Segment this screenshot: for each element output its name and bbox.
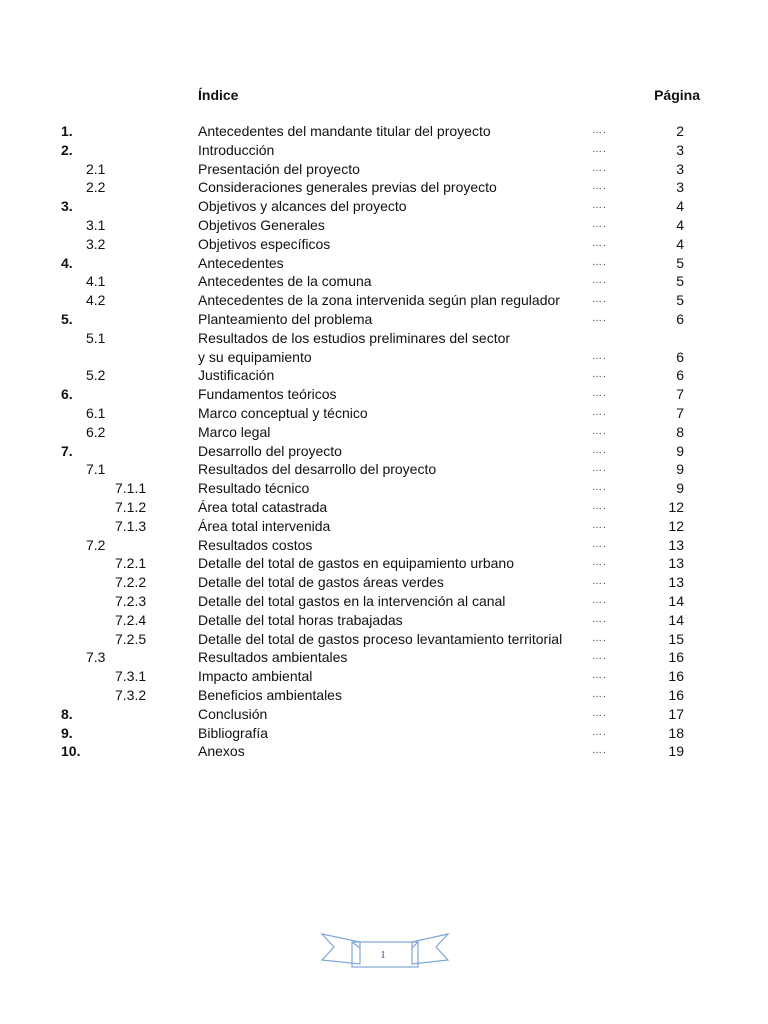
toc-entry bbox=[0, 310, 768, 329]
toc-entry-number: 6. bbox=[61, 386, 73, 403]
toc-entry-title: Detalle del total gastos en la intervención al canal bbox=[198, 592, 506, 609]
toc-leader-dots: …. bbox=[592, 256, 607, 268]
toc-entry-title: Resultados de los estudios preliminares del sector bbox=[198, 329, 511, 346]
toc-entry bbox=[0, 348, 768, 367]
toc-entry-number: 6.2 bbox=[86, 423, 106, 440]
toc-entry-title: Conclusión bbox=[198, 705, 268, 722]
toc-leader-dots: …. bbox=[592, 312, 607, 324]
toc-entry-title: Marco legal bbox=[198, 423, 271, 440]
toc-entry bbox=[0, 742, 768, 761]
toc-entry bbox=[0, 291, 768, 310]
toc-entry-number: 7.2.1 bbox=[115, 555, 147, 572]
toc-leader-dots: …. bbox=[592, 181, 607, 193]
toc-entry-number: 1. bbox=[61, 123, 73, 139]
toc-entry-number: 3.2 bbox=[86, 235, 106, 252]
toc-entry-title: Antecedentes de la comuna bbox=[198, 273, 372, 290]
toc-leader-dots: …. bbox=[592, 444, 607, 456]
toc-entry-title: Bibliografía bbox=[198, 724, 269, 741]
toc-leader-dots: …. bbox=[592, 162, 607, 174]
toc-leader-dots: …. bbox=[592, 388, 607, 400]
toc-entry-title: Consideraciones generales previas del proyecto bbox=[198, 179, 497, 196]
toc-entry-page: 9 bbox=[676, 442, 684, 459]
toc-entry bbox=[0, 178, 768, 197]
toc-entry-title: Resultados ambientales bbox=[198, 649, 348, 666]
toc-leader-dots: …. bbox=[592, 406, 607, 418]
toc-leader-dots: …. bbox=[592, 726, 607, 738]
toc-entry-title: Detalle del total de gastos en equipamiento urbano bbox=[198, 555, 514, 572]
toc-entry-title: Área total catastrada bbox=[198, 498, 328, 515]
toc-entry-title: Marco conceptual y técnico bbox=[198, 404, 368, 421]
toc-entry-page: 12 bbox=[668, 517, 684, 534]
toc-entry bbox=[0, 272, 768, 291]
toc-entry bbox=[0, 536, 768, 555]
toc-entry-title: Antecedentes bbox=[198, 254, 284, 271]
toc-entry bbox=[0, 648, 768, 667]
toc-entry bbox=[0, 442, 768, 461]
toc-entry-page: 9 bbox=[676, 461, 684, 478]
toc-leader-dots: …. bbox=[592, 237, 607, 249]
toc-entry-title: Área total intervenida bbox=[198, 517, 331, 534]
toc-entry-page: 12 bbox=[668, 498, 684, 515]
toc-entry bbox=[0, 235, 768, 254]
toc-entry-title: y su equipamiento bbox=[198, 348, 312, 365]
toc-entry bbox=[0, 385, 768, 404]
toc-entry-number: 6.1 bbox=[86, 404, 106, 421]
toc-entry-number: 4.1 bbox=[86, 273, 106, 290]
toc-entry-title: Resultados del desarrollo del proyecto bbox=[198, 461, 437, 478]
toc-entry-title: Antecedentes de la zona intervenida según plan regulador bbox=[198, 292, 560, 309]
toc-entry-page: 8 bbox=[676, 423, 684, 440]
toc-entry bbox=[0, 724, 768, 743]
toc-entry bbox=[0, 705, 768, 724]
toc-entry-number: 2.1 bbox=[86, 160, 106, 177]
toc-entry bbox=[0, 573, 768, 592]
toc-entry bbox=[0, 460, 768, 479]
toc-entry-number: 5.1 bbox=[86, 329, 106, 346]
toc-leader-dots: …. bbox=[592, 576, 607, 588]
toc-entry-title: Resultado técnico bbox=[198, 480, 310, 497]
toc-leader-dots: …. bbox=[592, 350, 607, 362]
toc-entry-page: 5 bbox=[676, 254, 684, 271]
toc-entry-page: 4 bbox=[676, 216, 684, 233]
toc-entry bbox=[0, 423, 768, 442]
toc-entry-number: 7.1 bbox=[86, 461, 106, 478]
toc-entry-title: Beneficios ambientales bbox=[198, 686, 342, 703]
page-column-heading: Página bbox=[654, 87, 700, 103]
toc-entry-number: 5. bbox=[61, 310, 73, 327]
toc-entry-page: 17 bbox=[668, 705, 684, 722]
toc-entry-number: 3. bbox=[61, 198, 73, 215]
toc-leader-dots: …. bbox=[592, 745, 607, 757]
toc-entry bbox=[0, 686, 768, 705]
toc-entry-page: 16 bbox=[668, 649, 684, 666]
toc-entry-number: 7.3 bbox=[86, 649, 106, 666]
toc-entry bbox=[0, 667, 768, 686]
toc-entry bbox=[0, 216, 768, 235]
toc-entry bbox=[0, 141, 768, 160]
toc-entry bbox=[0, 611, 768, 630]
toc-entry-title: Objetivos y alcances del proyecto bbox=[198, 198, 407, 215]
toc-entry-number: 7.2.5 bbox=[115, 630, 147, 647]
toc-entry-number: 2.2 bbox=[86, 179, 106, 196]
toc-entry-page: 14 bbox=[668, 592, 684, 609]
toc-entry-number: 10. bbox=[61, 743, 81, 760]
toc-leader-dots: …. bbox=[592, 632, 607, 644]
toc-entry-number: 7.2.3 bbox=[115, 592, 147, 609]
toc-leader-dots: …. bbox=[592, 651, 607, 663]
toc-leader-dots: …. bbox=[592, 557, 607, 569]
toc-leader-dots: …. bbox=[592, 463, 607, 475]
toc-entry-number: 7.3.2 bbox=[115, 686, 147, 703]
toc-entry bbox=[0, 122, 768, 141]
toc-leader-dots: …. bbox=[592, 707, 607, 719]
toc-entry-page: 7 bbox=[676, 386, 684, 403]
toc-leader-dots: …. bbox=[592, 670, 607, 682]
toc-entry-title: Detalle del total horas trabajadas bbox=[198, 611, 403, 628]
toc-entry bbox=[0, 254, 768, 273]
toc-entry-page: 7 bbox=[676, 404, 684, 421]
toc-entry bbox=[0, 366, 768, 385]
toc-entry-number: 7. bbox=[61, 442, 73, 459]
toc-entry-title: Detalle del total de gastos áreas verdes bbox=[198, 574, 444, 591]
toc-leader-dots: …. bbox=[592, 275, 607, 287]
toc-leader-dots: …. bbox=[592, 143, 607, 155]
toc-entry-page: 16 bbox=[668, 686, 684, 703]
toc-entry-number: 5.2 bbox=[86, 367, 106, 384]
toc-leader-dots: …. bbox=[592, 482, 607, 494]
toc-entry-page: 6 bbox=[676, 367, 684, 384]
toc-entry-number: 2. bbox=[61, 141, 73, 158]
toc-entry bbox=[0, 160, 768, 179]
toc-entry-number: 8. bbox=[61, 705, 73, 722]
page-number: 1 bbox=[380, 949, 386, 961]
toc-leader-dots: …. bbox=[592, 125, 607, 136]
toc-entry bbox=[0, 498, 768, 517]
toc-leader-dots: …. bbox=[592, 613, 607, 625]
toc-entry bbox=[0, 329, 768, 348]
toc-entry-page: 4 bbox=[676, 198, 684, 215]
toc-entry-title: Justificación bbox=[198, 367, 275, 384]
toc-entry-page: 18 bbox=[668, 724, 684, 741]
index-heading: Índice bbox=[198, 87, 239, 103]
toc-entry-page: 4 bbox=[676, 235, 684, 252]
toc-entry-number: 7.2.4 bbox=[115, 611, 147, 628]
toc-entry-title: Objetivos Generales bbox=[198, 216, 325, 233]
toc-entry bbox=[0, 404, 768, 423]
toc-leader-dots: …. bbox=[592, 200, 607, 212]
toc-entry-page: 6 bbox=[676, 310, 684, 327]
toc-leader-dots: …. bbox=[592, 369, 607, 381]
toc-entry-page: 6 bbox=[676, 348, 684, 365]
toc-entry-number: 3.1 bbox=[86, 216, 106, 233]
toc-entry-title: Planteamiento del problema bbox=[198, 310, 373, 327]
toc-entry-title: Anexos bbox=[198, 743, 245, 760]
toc-entry-page: 3 bbox=[676, 141, 684, 158]
toc-leader-dots: …. bbox=[592, 688, 607, 700]
toc-entry-title: Fundamentos teóricos bbox=[198, 386, 337, 403]
toc-entry-number: 7.2 bbox=[86, 536, 106, 553]
toc-entry-title: Desarrollo del proyecto bbox=[198, 442, 342, 459]
toc-entry bbox=[0, 197, 768, 216]
toc-leader-dots: …. bbox=[592, 425, 607, 437]
toc-entry-number: 7.1.2 bbox=[115, 498, 147, 515]
toc-entry-page: 14 bbox=[668, 611, 684, 628]
toc-entry-page: 5 bbox=[676, 273, 684, 290]
toc-entry-title: Objetivos específicos bbox=[198, 235, 331, 252]
toc-entry-title: Impacto ambiental bbox=[198, 668, 313, 685]
toc-entry-title: Detalle del total de gastos proceso levantamiento territorial bbox=[198, 630, 563, 647]
toc-entry bbox=[0, 517, 768, 536]
toc-entry-page: 15 bbox=[668, 630, 684, 647]
toc-entry-page: 3 bbox=[676, 160, 684, 177]
toc-entry-number: 4.2 bbox=[86, 292, 106, 309]
toc-entry-number: 7.1.1 bbox=[115, 480, 147, 497]
toc-entry-page: 5 bbox=[676, 292, 684, 309]
toc-entry-page: 19 bbox=[668, 743, 684, 760]
toc-entry-page: 9 bbox=[676, 480, 684, 497]
toc-entry-number: 7.2.2 bbox=[115, 574, 147, 591]
toc-entry-title: Introducción bbox=[198, 141, 275, 158]
toc-entry-page: 2 bbox=[676, 123, 684, 139]
toc-entry bbox=[0, 592, 768, 611]
toc-entry-number: 4. bbox=[61, 254, 73, 271]
toc-entry-page: 13 bbox=[668, 574, 684, 591]
toc-entry bbox=[0, 479, 768, 498]
toc-leader-dots: …. bbox=[592, 294, 607, 306]
toc-leader-dots: …. bbox=[592, 519, 607, 531]
toc-entry-number: 9. bbox=[61, 724, 73, 741]
toc-leader-dots: …. bbox=[592, 500, 607, 512]
toc-leader-dots: …. bbox=[592, 218, 607, 230]
toc-entry-title: Antecedentes del mandante titular del proyecto bbox=[198, 123, 491, 139]
toc-leader-dots: …. bbox=[592, 538, 607, 550]
toc-entry-number: 7.3.1 bbox=[115, 668, 147, 685]
table-of-contents bbox=[0, 122, 768, 761]
toc-entry-page: 13 bbox=[668, 536, 684, 553]
toc-leader-dots: …. bbox=[592, 594, 607, 606]
toc-entry-number: 7.1.3 bbox=[115, 517, 147, 534]
toc-entry-page: 13 bbox=[668, 555, 684, 572]
toc-entry-page: 16 bbox=[668, 668, 684, 685]
toc-entry-title: Presentación del proyecto bbox=[198, 160, 360, 177]
toc-entry-page: 3 bbox=[676, 179, 684, 196]
toc-entry bbox=[0, 630, 768, 649]
toc-entry-title: Resultados costos bbox=[198, 536, 313, 553]
toc-entry bbox=[0, 554, 768, 573]
